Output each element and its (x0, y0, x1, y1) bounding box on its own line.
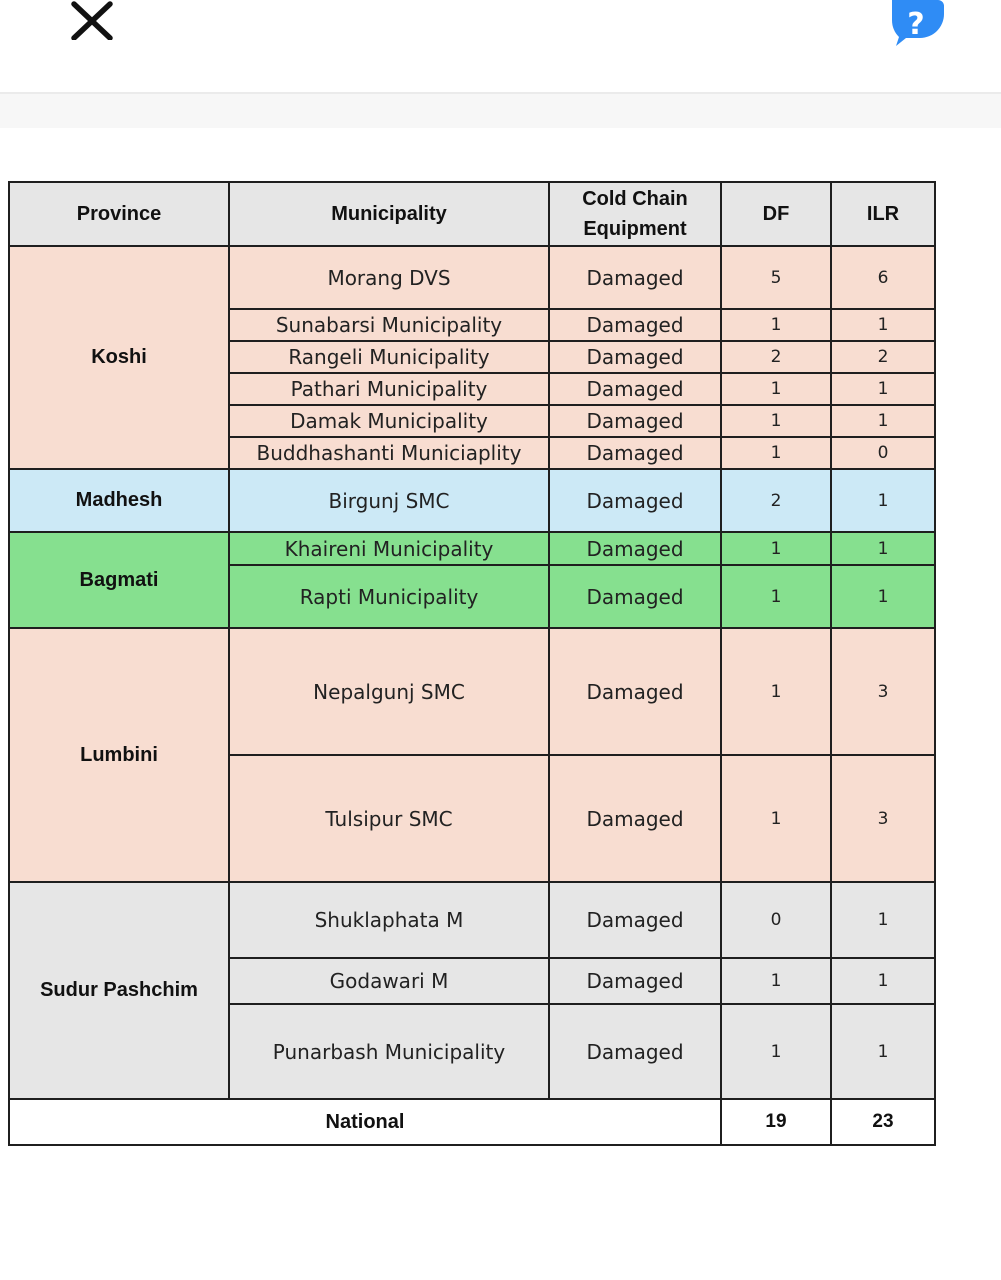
municipality-cell: Sunabarsi Municipality (229, 309, 549, 341)
ilr-cell: 1 (831, 532, 935, 565)
header-equipment-line1: Cold Chain (582, 188, 688, 210)
municipality-cell: Buddhashanti Municiaplity (229, 437, 549, 469)
equipment-status-cell: Damaged (549, 405, 721, 437)
table-row (9, 628, 935, 755)
header-ilr: ILR (831, 182, 935, 246)
df-cell: 0 (721, 882, 831, 958)
table-row (9, 469, 935, 532)
municipality-cell: Rangeli Municipality (229, 341, 549, 373)
equipment-status-cell: Damaged (549, 1004, 721, 1099)
municipality-cell: Khaireni Municipality (229, 532, 549, 565)
ilr-cell: 3 (831, 755, 935, 882)
table-row (9, 532, 935, 565)
province-lumbini: Lumbini (9, 628, 229, 882)
equipment-status-cell: Damaged (549, 755, 721, 882)
df-cell: 2 (721, 469, 831, 532)
ilr-cell: 1 (831, 882, 935, 958)
municipality-cell: Shuklaphata M (229, 882, 549, 958)
close-button[interactable] (70, 0, 116, 40)
equipment-status-cell: Damaged (549, 309, 721, 341)
ilr-cell: 3 (831, 628, 935, 755)
national-df-total: 19 (721, 1099, 831, 1145)
municipality-cell: Godawari M (229, 958, 549, 1004)
table-row (9, 246, 935, 309)
cold-chain-table (8, 181, 936, 1146)
ilr-cell: 1 (831, 373, 935, 405)
equipment-status-cell: Damaged (549, 882, 721, 958)
ilr-cell: 1 (831, 405, 935, 437)
equipment-status-cell: Damaged (549, 628, 721, 755)
table-row (9, 882, 935, 958)
municipality-cell: Punarbash Municipality (229, 1004, 549, 1099)
df-cell: 5 (721, 246, 831, 309)
equipment-status-cell: Damaged (549, 341, 721, 373)
ilr-cell: 1 (831, 1004, 935, 1099)
province-sudur-pashchim: Sudur Pashchim (9, 882, 229, 1099)
df-cell: 1 (721, 1004, 831, 1099)
province-bagmati: Bagmati (9, 532, 229, 628)
header-df: DF (721, 182, 831, 246)
header-row (9, 182, 935, 246)
header-cold-chain-equipment (549, 182, 721, 246)
equipment-status-cell: Damaged (549, 565, 721, 628)
municipality-cell: Nepalgunj SMC (229, 628, 549, 755)
df-cell: 1 (721, 437, 831, 469)
df-cell: 1 (721, 532, 831, 565)
top-bar (0, 0, 1001, 94)
equipment-status-cell: Damaged (549, 373, 721, 405)
df-cell: 1 (721, 565, 831, 628)
ilr-cell: 1 (831, 309, 935, 341)
ilr-cell: 1 (831, 958, 935, 1004)
equipment-status-cell: Damaged (549, 246, 721, 309)
close-icon (70, 0, 116, 40)
ilr-cell: 1 (831, 565, 935, 628)
equipment-status-cell: Damaged (549, 532, 721, 565)
df-cell: 1 (721, 755, 831, 882)
df-cell: 1 (721, 628, 831, 755)
municipality-cell: Morang DVS (229, 246, 549, 309)
df-cell: 1 (721, 958, 831, 1004)
equipment-status-cell: Damaged (549, 469, 721, 532)
national-ilr-total: 23 (831, 1099, 935, 1145)
help-question-icon (888, 0, 944, 48)
municipality-cell: Pathari Municipality (229, 373, 549, 405)
municipality-cell: Birgunj SMC (229, 469, 549, 532)
ilr-cell: 1 (831, 469, 935, 532)
municipality-cell: Rapti Municipality (229, 565, 549, 628)
ilr-cell: 2 (831, 341, 935, 373)
df-cell: 1 (721, 309, 831, 341)
municipality-cell: Damak Municipality (229, 405, 549, 437)
df-cell: 2 (721, 341, 831, 373)
ilr-cell: 0 (831, 437, 935, 469)
help-symbol: ? (907, 7, 925, 42)
help-button[interactable] (888, 0, 944, 48)
national-total-row (9, 1099, 935, 1145)
header-equipment-line2: Equipment (583, 218, 687, 240)
header-province: Province (9, 182, 229, 246)
df-cell: 1 (721, 373, 831, 405)
toolbar-divider-strip (0, 94, 1001, 128)
province-madhesh: Madhesh (9, 469, 229, 532)
equipment-status-cell: Damaged (549, 958, 721, 1004)
national-label: National (9, 1099, 721, 1145)
province-koshi: Koshi (9, 246, 229, 469)
df-cell: 1 (721, 405, 831, 437)
equipment-status-cell: Damaged (549, 437, 721, 469)
ilr-cell: 6 (831, 246, 935, 309)
municipality-cell: Tulsipur SMC (229, 755, 549, 882)
header-municipality: Municipality (229, 182, 549, 246)
